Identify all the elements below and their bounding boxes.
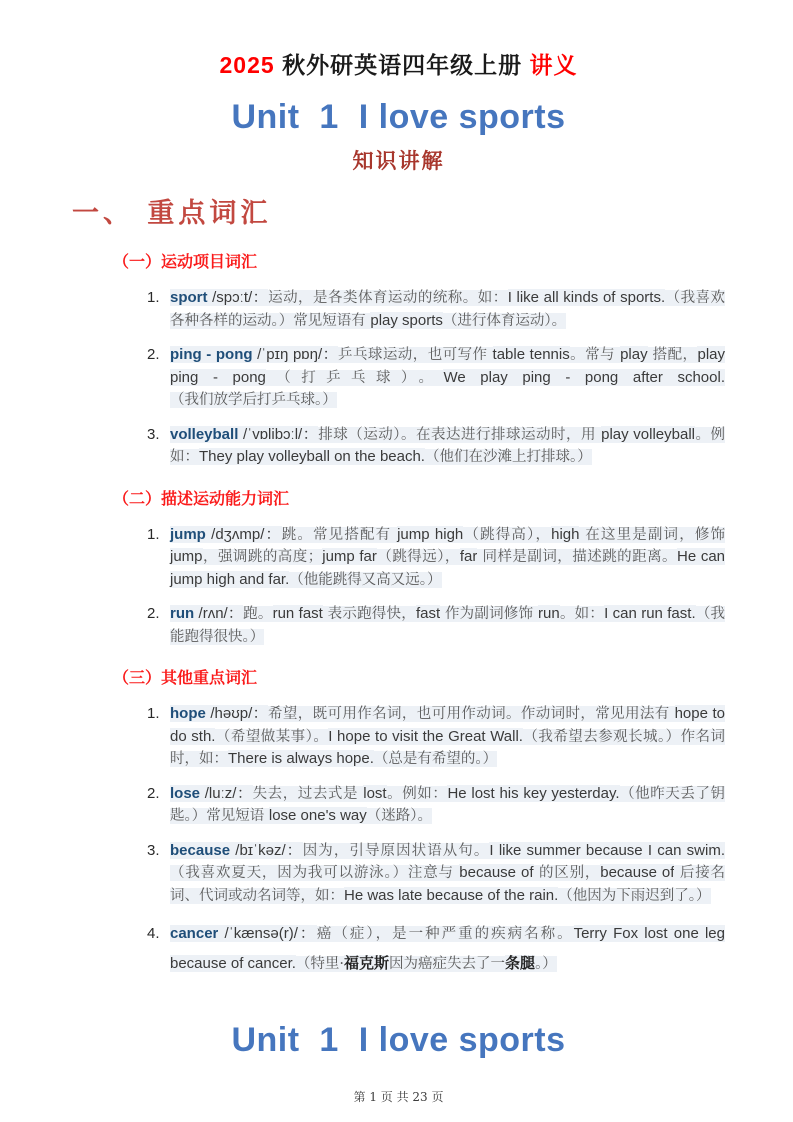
vocab-list-sports: [72, 287, 725, 469]
vocab-item-hope: [147, 703, 725, 771]
knowledge-section-title: 知识讲解: [352, 150, 445, 173]
item-number: 3.: [147, 425, 160, 443]
vocab-item-sport: [147, 287, 725, 332]
item-text: jump /dʒʌmp/：跳。常见搭配有 jump high（跳得高），high 在这里是副词，修饰 jump，强调跳的高度；jump far（跳得远），far 同样是副词，描述跳的距离。He can jump high and far.（他能跳得又高又远。）: [170, 525, 726, 588]
item-number: 1.: [147, 705, 160, 722]
unit-heading-bottom: Unit 1 I love sports: [231, 1021, 566, 1059]
vocab-item-cancer: [147, 919, 725, 979]
vocab-list-ability: [72, 524, 725, 649]
page-number-indicator: 第 1 页 共 23 页: [353, 1090, 444, 1104]
item-text: sport /spɔːt/：运动，是各类体育运动的统称。如：I like all kinds of sports.（我喜欢各种各样的运动。）常见短语有 play sports（进行体育运动）。: [170, 289, 726, 329]
title-doc-type: 讲义: [522, 52, 578, 78]
subsection-heading-ability-words: （二）描述运动能力词汇: [113, 490, 290, 508]
item-text: because /bɪˈkəz/：因为，引导原因状语从句。I like summer because I can swim.（我喜欢夏天，因为我可以游泳。）注意与 because of 的区别，because of 后接名词、代词或动名词等，如：He was late because of the rain.（他因为下雨迟到了。）: [170, 841, 726, 904]
item-text: cancer /ˈkænsə(r)/：癌（症），是一种严重的疾病名称。Terry Fox lost one leg because of cancer.（特里·福克斯因为癌症失去了一条腿。）: [170, 925, 725, 972]
unit-heading-top: Unit 1 I love sports: [231, 98, 566, 136]
item-number: 3.: [147, 841, 160, 859]
document-title: [72, 50, 725, 80]
item-text: volleyball /ˈvɒlibɔːl/：排球（运动）。在表达进行排球运动时，用 play volleyball。例如：They play volleyball on the beach.（他们在沙滩上打排球。）: [170, 425, 726, 465]
item-number: 1.: [147, 289, 160, 306]
title-book-name: 秋外研英语四年级上册: [274, 52, 523, 78]
vocab-item-run: [147, 603, 725, 648]
subsection-heading-sports-words: （一）运动项目词汇: [113, 254, 258, 271]
item-number: 2.: [147, 784, 160, 802]
item-text: ping - pong /ˈpɪŋ pɒŋ/：乒乓球运动，也可写作 table tennis。常与 play 搭配，play ping - pong（打乒乓球）。We play ping - pong after school.（我们放学后打乒乓球。）: [170, 346, 726, 408]
vocab-item-jump: [147, 524, 725, 592]
vocab-list-other: [72, 703, 725, 979]
item-text: hope /həʊp/：希望，既可用作名词，也可用作动词。作动词时，常见用法有 hope to do sth.（希望做某事）。I hope to visit the Great Wall.（我希望去参观长城。）作名词时，如：There is always hope.（总是有希望的。）: [170, 705, 726, 767]
title-year: 2025: [219, 52, 275, 78]
vocab-item-lose: [147, 783, 725, 828]
vocab-item-because: [147, 840, 725, 908]
vocab-item-volleyball: [147, 424, 725, 469]
item-number: 2.: [147, 346, 160, 363]
item-number: 1.: [147, 525, 160, 543]
item-text: lose /luːz/：失去，过去式是 lost。例如：He lost his key yesterday.（他昨天丢了钥匙。）常见短语 lose one's way（迷路）。: [170, 784, 726, 824]
vocab-item-ping-pong: [147, 344, 725, 412]
item-text: run /rʌn/：跑。run fast 表示跑得快，fast 作为副词修饰 run。如：I can run fast.（我能跑得很快。）: [170, 605, 726, 645]
item-number: 4.: [147, 925, 160, 942]
subsection-heading-other-words: （三）其他重点词汇: [113, 670, 258, 687]
section-heading-key-vocabulary: 一、 重点词汇: [72, 198, 272, 229]
item-number: 2.: [147, 605, 160, 622]
